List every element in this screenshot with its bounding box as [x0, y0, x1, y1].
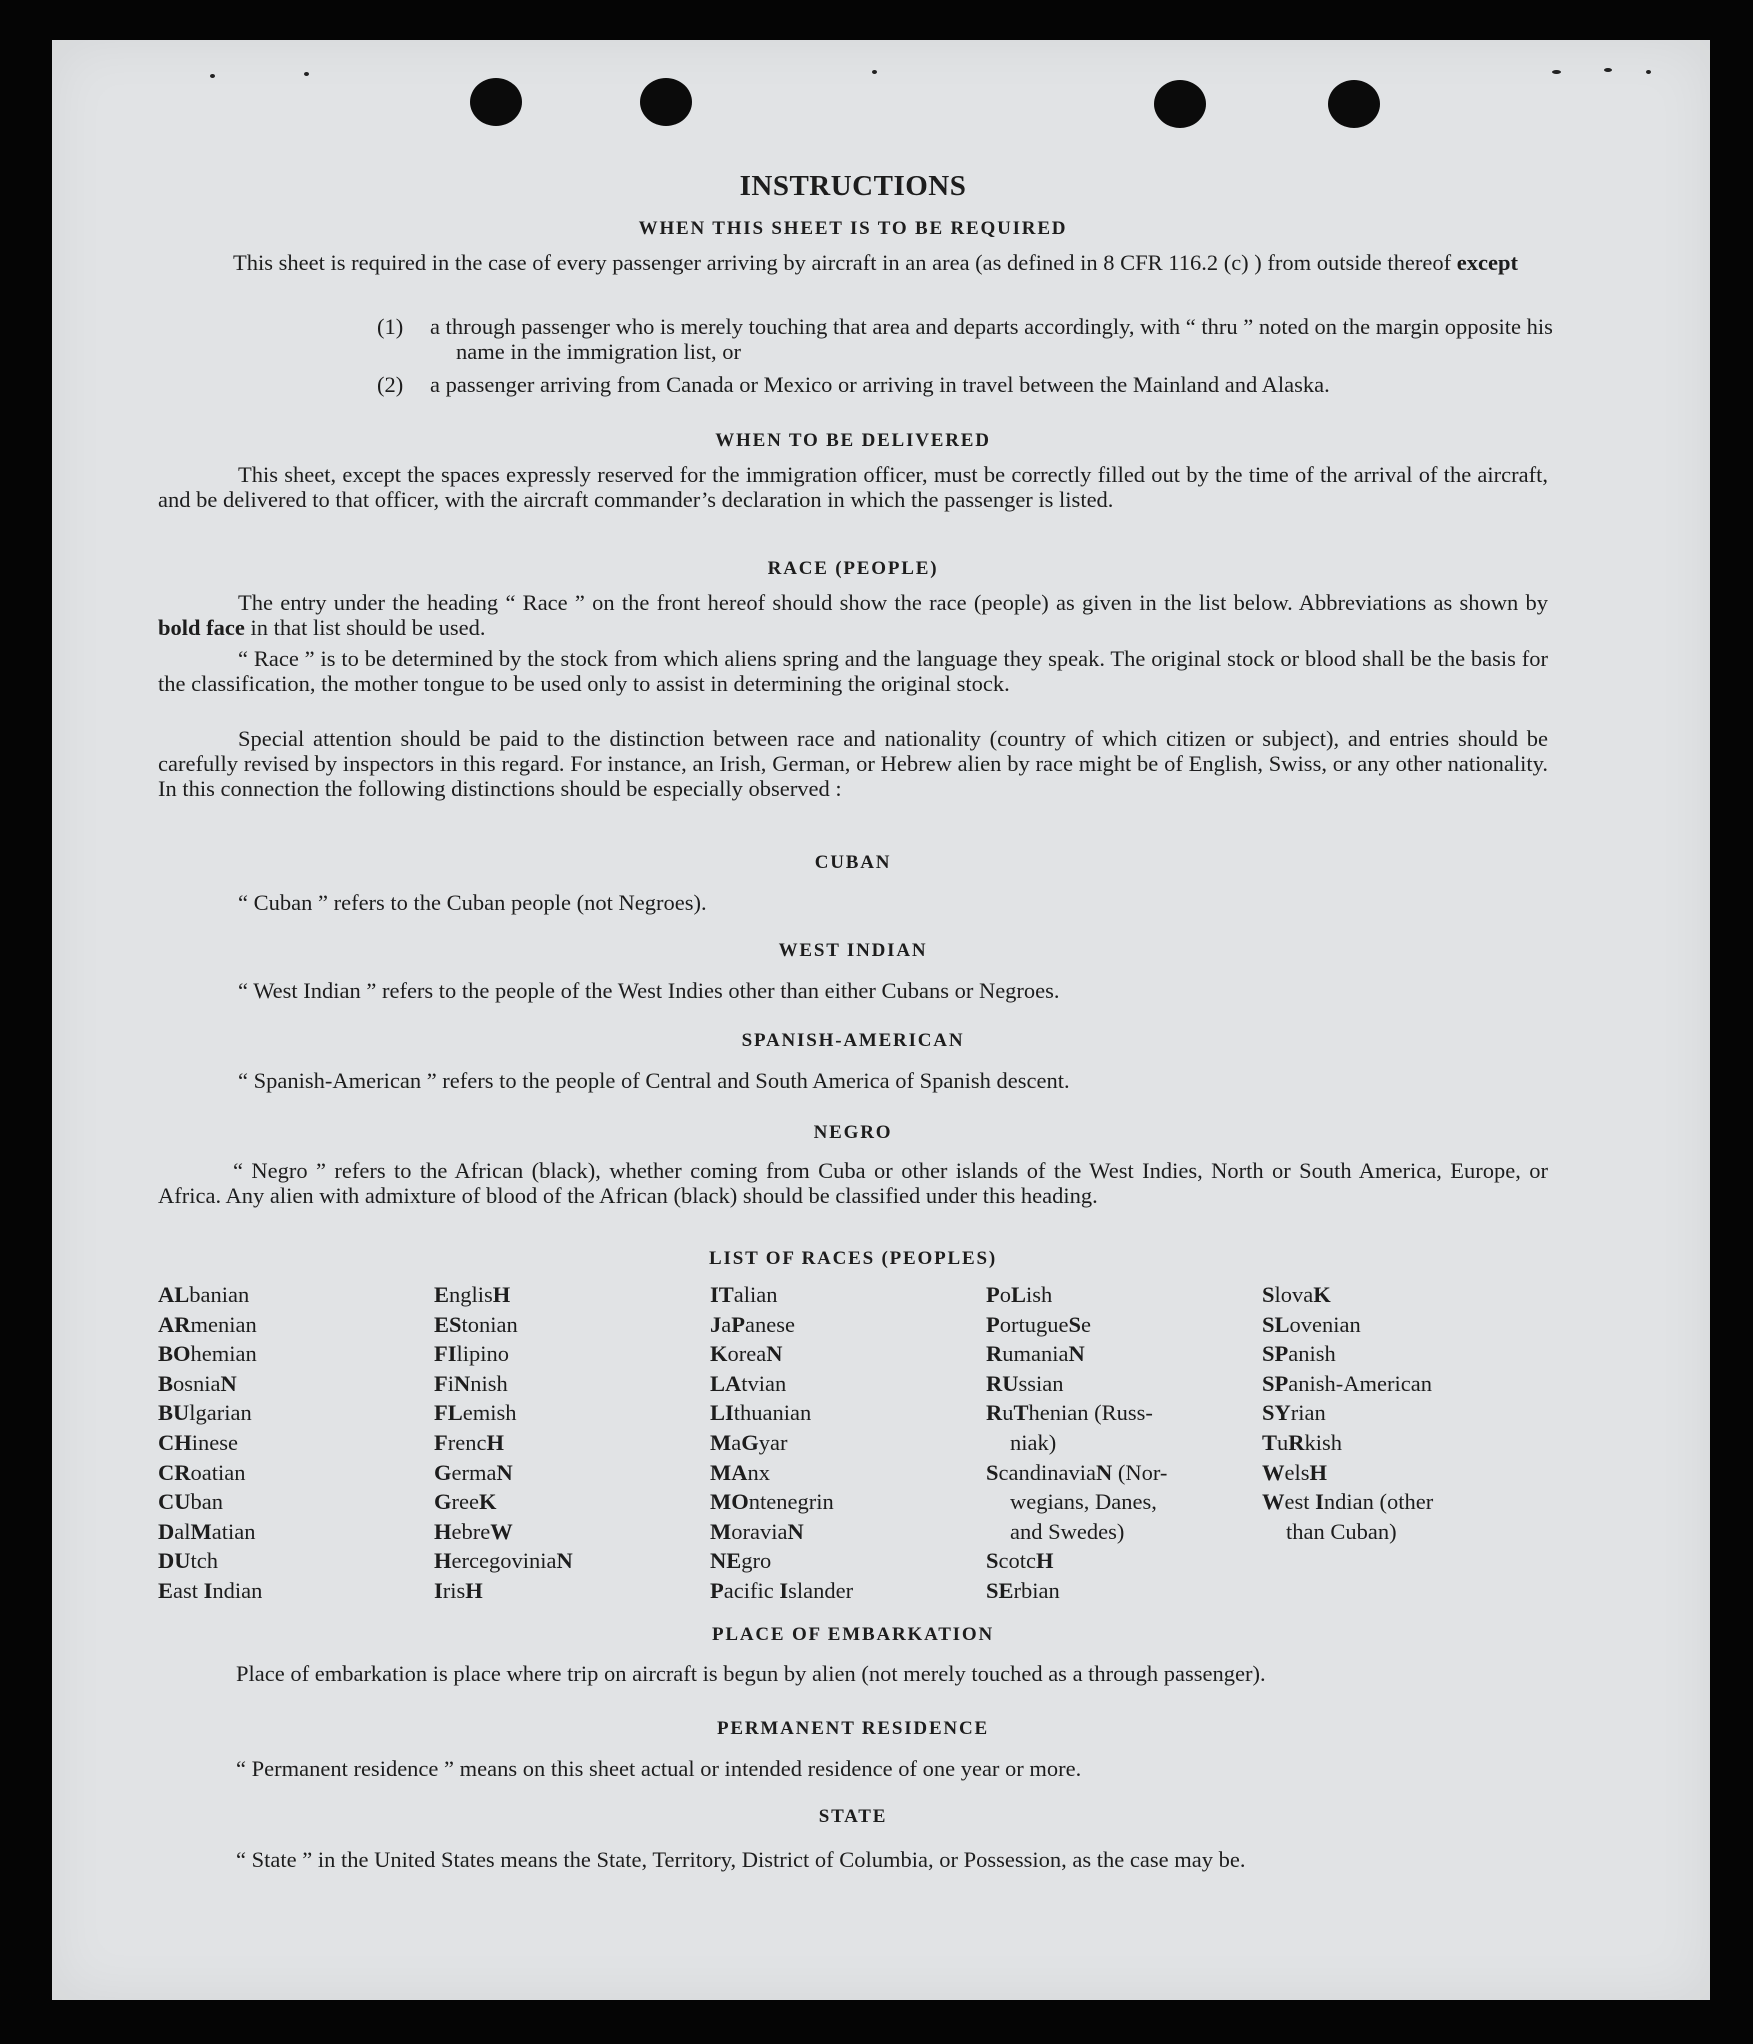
race-text: a: [721, 1311, 732, 1337]
heading-state: STATE: [818, 1806, 888, 1827]
race-text: i: [447, 1370, 455, 1396]
race-abbrev-letter: I: [434, 1577, 443, 1603]
paragraph-west-indian: “ West Indian ” refers to the people of the West Indies other than either Cubans or Negroes.: [238, 978, 1060, 1003]
race-entry: [710, 1369, 853, 1399]
race-text: kish: [1304, 1429, 1343, 1455]
race-abbrev-letter: M: [190, 1518, 212, 1544]
race-text: lgarian: [189, 1400, 252, 1426]
race-entry: [434, 1517, 573, 1547]
race-abbrev-letter: SL: [1262, 1311, 1290, 1337]
race-abbrev-letter: NE: [710, 1548, 742, 1574]
race-text: orea: [727, 1341, 767, 1367]
paragraph-state: “ State ” in the United States means the State, Territory, District of Columbia, or Possession, as the case may be.: [236, 1847, 1246, 1872]
race-abbrev-letter: S: [1068, 1311, 1081, 1337]
race-abbrev-letter: H: [465, 1577, 483, 1603]
race-entry: [434, 1576, 573, 1606]
race-entry: [710, 1339, 853, 1369]
race-text: candinavia: [998, 1459, 1096, 1485]
race-text: niak): [1010, 1429, 1057, 1455]
race-entry: [158, 1398, 262, 1428]
race-text: rbian: [1013, 1577, 1060, 1603]
race-abbrev-letter: CH: [158, 1429, 192, 1455]
race-entry: [158, 1369, 262, 1399]
race-abbrev-letter: S: [986, 1548, 999, 1574]
paragraph-permanent-residence: “ Permanent residence ” means on this sheet actual or intended residence of one year or more.: [236, 1756, 1082, 1781]
race-abbrev-letter: K: [478, 1489, 497, 1515]
race-text: yar: [758, 1429, 788, 1455]
race-entry: [1262, 1487, 1433, 1517]
heading-race: RACE (PEOPLE): [767, 558, 939, 579]
speck: [872, 70, 877, 74]
race-text: renc: [447, 1429, 487, 1455]
race-abbrev-letter: W: [1262, 1489, 1285, 1515]
race-abbrev-letter: E: [158, 1577, 174, 1603]
race-abbrev-letter: R: [1288, 1429, 1305, 1455]
race-text: nx: [747, 1459, 770, 1485]
race-abbrev-letter: K: [1313, 1282, 1331, 1307]
race-text: banian: [189, 1282, 250, 1307]
race-text: oatian: [190, 1459, 246, 1485]
race-text: tonian: [461, 1311, 518, 1337]
race-abbrev-letter: N: [556, 1548, 573, 1574]
race-entry: [710, 1398, 853, 1428]
race-abbrev-letter: P: [986, 1282, 1000, 1307]
race-text: menian: [190, 1311, 257, 1337]
race-abbrev-letter: BO: [158, 1341, 191, 1367]
race-abbrev-letter: N: [454, 1370, 471, 1396]
race-text: ovenian: [1289, 1311, 1361, 1337]
race-abbrev-letter: SP: [1262, 1370, 1289, 1396]
race-entry: [986, 1576, 1167, 1606]
race-text: nglis: [449, 1282, 493, 1307]
race-abbrev-letter: CU: [158, 1489, 191, 1515]
paragraph-bold-text: except: [1456, 250, 1518, 275]
race-abbrev-letter: N: [1095, 1459, 1113, 1485]
race-text: tvian: [741, 1370, 787, 1396]
heading-spanish-american: SPANISH-AMERICAN: [741, 1030, 965, 1051]
race-abbrev-letter: CR: [158, 1459, 191, 1485]
race-text: ndian (other: [1323, 1489, 1434, 1515]
race-entry: [986, 1517, 1167, 1547]
race-abbrev-letter: R: [986, 1400, 1003, 1426]
race-entry: [434, 1487, 573, 1517]
race-text: a: [731, 1429, 742, 1455]
heading-cuban: CUBAN: [814, 852, 892, 873]
race-entry: [434, 1280, 573, 1310]
heading-permanent-residence: PERMANENT RESIDENCE: [717, 1718, 989, 1739]
race-abbrev-letter: LI: [710, 1400, 734, 1426]
race-entry: [710, 1576, 853, 1606]
race-abbrev-letter: I: [1315, 1489, 1324, 1515]
race-abbrev-letter: DU: [158, 1548, 191, 1574]
race-text: o: [999, 1282, 1011, 1307]
race-abbrev-letter: H: [492, 1282, 511, 1307]
punch-hole: [640, 78, 692, 126]
heading-when-required: WHEN THIS SHEET IS TO BE REQUIRED: [638, 218, 1068, 239]
race-abbrev-letter: H: [434, 1518, 452, 1544]
paragraph-when-delivered: This sheet, except the spaces expressly reserved for the immigration officer, must be correctly filled out by the time of the arrival of the aircraft, and be delivered to that officer, with the aircraft commander’s declaration in which the passenger is listed.: [158, 462, 1548, 512]
race-text: erma: [451, 1459, 497, 1485]
race-entry: [1262, 1369, 1433, 1399]
race-abbrev-letter: P: [731, 1311, 745, 1337]
race-text: tch: [190, 1548, 218, 1574]
race-text: ebre: [451, 1518, 491, 1544]
race-abbrev-letter: R: [986, 1341, 1003, 1367]
race-abbrev-letter: H: [486, 1429, 504, 1455]
race-abbrev-letter: G: [434, 1459, 452, 1485]
race-abbrev-letter: W: [490, 1518, 513, 1544]
race-text: alian: [733, 1282, 778, 1307]
speck: [1604, 68, 1612, 72]
race-abbrev-letter: N: [220, 1370, 237, 1396]
speck: [1552, 70, 1561, 74]
race-entry: [710, 1428, 853, 1458]
race-text: cotc: [998, 1548, 1036, 1574]
race-entry: [434, 1339, 573, 1369]
paragraph-negro: “ Negro ” refers to the African (black), whether coming from Cuba or other islands of the West Indies, North or South America, Europe, or Africa. Any alien with admixture of blood of the African (black) should be classified under this heading.: [158, 1158, 1548, 1208]
race-abbrev-letter: H: [1036, 1548, 1054, 1574]
race-entry: [986, 1369, 1167, 1399]
item-number: (2): [377, 372, 404, 397]
race-entry: [434, 1428, 573, 1458]
paragraph-race-3: Special attention should be paid to the distinction between race and nationality (country of which citizen or subject), and entries should be carefully revised by inspectors in this regard. For instance, an Irish, German, or Hebrew alien by race might be of English, Swiss, or any other nationality. In this connection the following distinctions should be especially observed :: [158, 726, 1548, 801]
paragraph-cuban: “ Cuban ” refers to the Cuban people (not Negroes).: [238, 890, 707, 915]
speck: [1646, 70, 1651, 74]
paragraph-text: This sheet is required in the case of every passenger arriving by aircraft in an area (as defined in 8 CFR 116.2 (c) ) from outside thereof: [233, 250, 1452, 275]
race-column: [158, 1280, 262, 1606]
race-abbrev-letter: SE: [986, 1577, 1014, 1603]
race-text: than Cuban): [1286, 1518, 1397, 1544]
race-text: inese: [191, 1429, 238, 1455]
race-entry: [986, 1339, 1167, 1369]
race-entry: [158, 1458, 262, 1488]
race-entry: [434, 1369, 573, 1399]
punch-hole: [1154, 80, 1206, 128]
race-abbrev-letter: W: [1262, 1459, 1285, 1485]
race-entry: [158, 1428, 262, 1458]
race-entry: [1262, 1339, 1433, 1369]
race-entry: [986, 1398, 1167, 1428]
race-entry: [710, 1280, 853, 1310]
race-abbrev-letter: BU: [158, 1400, 190, 1426]
race-abbrev-letter: G: [434, 1489, 452, 1515]
page-title: INSTRUCTIONS: [739, 170, 967, 202]
race-text: umania: [1002, 1341, 1069, 1367]
race-text: henian (Russ-: [1028, 1400, 1153, 1426]
speck: [210, 74, 215, 78]
race-text: emish: [462, 1400, 517, 1426]
race-entry: [434, 1310, 573, 1340]
race-entry: [434, 1546, 573, 1576]
race-abbrev-letter: SP: [1262, 1341, 1289, 1367]
race-text: lova: [1274, 1282, 1314, 1307]
paragraph-when-required: [158, 250, 1548, 275]
race-entry: [1262, 1458, 1433, 1488]
race-entry: [158, 1576, 262, 1606]
race-text: ntenegrin: [748, 1489, 834, 1515]
race-text: ban: [190, 1489, 223, 1515]
heading-negro: NEGRO: [813, 1122, 893, 1143]
race-text: ercegovinia: [451, 1548, 557, 1574]
race-abbrev-letter: P: [710, 1577, 724, 1603]
race-text: est: [1284, 1489, 1316, 1515]
speck: [304, 72, 309, 76]
race-text: e: [1081, 1311, 1091, 1337]
race-abbrev-letter: P: [986, 1311, 1000, 1337]
race-abbrev-letter: MA: [710, 1459, 748, 1485]
race-entry: [986, 1280, 1167, 1310]
race-text: osnia: [173, 1370, 221, 1396]
race-entry: [710, 1546, 853, 1576]
race-abbrev-letter: AR: [158, 1311, 191, 1337]
race-entry: [986, 1310, 1167, 1340]
race-abbrev-letter: M: [710, 1518, 732, 1544]
race-abbrev-letter: H: [1309, 1459, 1328, 1485]
race-abbrev-letter: N: [496, 1459, 513, 1485]
race-text: nish: [470, 1370, 508, 1396]
race-column: [1262, 1280, 1433, 1546]
race-text: ish: [1026, 1282, 1053, 1307]
race-entry: [986, 1487, 1167, 1517]
race-abbrev-letter: T: [1262, 1429, 1278, 1455]
race-abbrev-letter: LA: [710, 1370, 742, 1396]
race-text: lipino: [456, 1341, 510, 1367]
race-text: ssian: [1018, 1370, 1064, 1396]
race-entry: [710, 1487, 853, 1517]
race-abbrev-letter: AL: [158, 1282, 190, 1307]
race-abbrev-letter: N: [1068, 1341, 1085, 1367]
race-abbrev-letter: T: [1013, 1400, 1029, 1426]
race-text: wegians, Danes,: [1010, 1489, 1157, 1515]
race-text: atian: [211, 1518, 256, 1544]
race-abbrev-letter: S: [1262, 1282, 1275, 1307]
race-abbrev-letter: L: [1011, 1282, 1027, 1307]
race-text: slander: [788, 1577, 854, 1603]
race-entry: [710, 1458, 853, 1488]
race-text: ndian: [212, 1577, 263, 1603]
race-text: u: [1277, 1429, 1289, 1455]
race-text: al: [174, 1518, 191, 1544]
race-text: u: [1002, 1400, 1014, 1426]
paragraph-spanish-american: “ Spanish-American ” refers to the people of Central and South America of Spanish descent.: [238, 1068, 1070, 1093]
race-abbrev-letter: FL: [434, 1400, 463, 1426]
race-text: anese: [745, 1311, 795, 1337]
race-text: acific: [723, 1577, 780, 1603]
race-entry: [158, 1517, 262, 1547]
punch-hole: [1328, 80, 1380, 128]
race-column: [986, 1280, 1167, 1606]
race-abbrev-letter: I: [779, 1577, 789, 1603]
item-number: (1): [377, 314, 404, 339]
paragraph-race-1: [158, 590, 1548, 640]
race-abbrev-letter: SY: [1262, 1400, 1291, 1426]
race-entry: [986, 1458, 1167, 1488]
paragraph-bold-text: bold face: [158, 615, 245, 640]
race-column: [710, 1280, 853, 1606]
race-entry: [1262, 1310, 1433, 1340]
race-abbrev-letter: D: [158, 1518, 175, 1544]
race-abbrev-letter: MO: [710, 1489, 749, 1515]
race-abbrev-letter: I: [203, 1577, 213, 1603]
race-entry: [986, 1546, 1167, 1576]
race-abbrev-letter: F: [434, 1429, 448, 1455]
race-abbrev-letter: B: [158, 1370, 174, 1396]
heading-place-of-embarkation: PLACE OF EMBARKATION: [712, 1624, 994, 1645]
race-entry: [158, 1339, 262, 1369]
race-entry: [1262, 1517, 1433, 1547]
race-entry: [158, 1280, 262, 1310]
race-abbrev-letter: N: [766, 1341, 783, 1367]
race-entry: [710, 1517, 853, 1547]
exception-item-2: a passenger arriving from Canada or Mexico or arriving in travel between the Mainland and Alaska.: [430, 372, 1330, 397]
race-text: rian: [1290, 1400, 1326, 1426]
race-text: hemian: [190, 1341, 257, 1367]
race-entry: [158, 1487, 262, 1517]
race-entry: [710, 1310, 853, 1340]
race-abbrev-letter: G: [741, 1429, 759, 1455]
race-entry: [986, 1428, 1167, 1458]
race-entry: [1262, 1398, 1433, 1428]
race-abbrev-letter: ES: [434, 1311, 462, 1337]
race-text: els: [1284, 1459, 1310, 1485]
race-text: ree: [451, 1489, 479, 1515]
race-text: ris: [442, 1577, 466, 1603]
paragraph-text: in that list should be used.: [250, 615, 486, 640]
race-abbrev-letter: IT: [710, 1282, 734, 1307]
race-abbrev-letter: M: [710, 1429, 732, 1455]
race-text: ortugue: [999, 1311, 1069, 1337]
heading-when-delivered: WHEN TO BE DELIVERED: [715, 430, 991, 451]
race-abbrev-letter: E: [434, 1282, 450, 1307]
heading-list-of-races: LIST OF RACES (PEOPLES): [709, 1248, 997, 1269]
race-text: thuanian: [733, 1400, 812, 1426]
race-text: anish-American: [1288, 1370, 1432, 1396]
race-abbrev-letter: K: [710, 1341, 728, 1367]
race-column: [434, 1280, 573, 1606]
race-entry: [1262, 1280, 1433, 1310]
race-abbrev-letter: H: [434, 1548, 452, 1574]
race-abbrev-letter: FI: [434, 1341, 457, 1367]
race-entry: [1262, 1428, 1433, 1458]
race-abbrev-letter: F: [434, 1370, 448, 1396]
paragraph-text: The entry under the heading “ Race ” on the front hereof should show the race (people) as given in the list below. Abbreviations as shown by: [238, 590, 1548, 615]
paragraph-place-of-embarkation: Place of embarkation is place where trip on aircraft is begun by alien (not merely touched as a through passenger).: [236, 1661, 1266, 1686]
race-text: and Swedes): [1010, 1518, 1125, 1544]
heading-west-indian: WEST INDIAN: [778, 940, 928, 961]
race-text: gro: [741, 1548, 772, 1574]
race-entry: [158, 1546, 262, 1576]
race-text: (Nor-: [1112, 1459, 1168, 1485]
race-entry: [434, 1398, 573, 1428]
race-text: anish: [1288, 1341, 1336, 1367]
paragraph-race-2: “ Race ” is to be determined by the stock from which aliens spring and the language they speak. The original stock or blood shall be the basis for the classification, the mother tongue to be used only to assist in determining the original stock.: [158, 646, 1548, 696]
race-text: ast: [173, 1577, 204, 1603]
punch-hole: [470, 78, 522, 126]
race-abbrev-letter: RU: [986, 1370, 1019, 1396]
race-entry: [158, 1310, 262, 1340]
race-entry: [434, 1458, 573, 1488]
race-abbrev-letter: J: [710, 1311, 722, 1337]
race-abbrev-letter: S: [986, 1459, 999, 1485]
race-text: oravia: [731, 1518, 788, 1544]
exception-item-1: a through passenger who is merely touching that area and departs accordingly, with “ thru ” noted on the margin opposite his name in the immigration list, or: [430, 314, 1553, 364]
race-abbrev-letter: N: [787, 1518, 804, 1544]
